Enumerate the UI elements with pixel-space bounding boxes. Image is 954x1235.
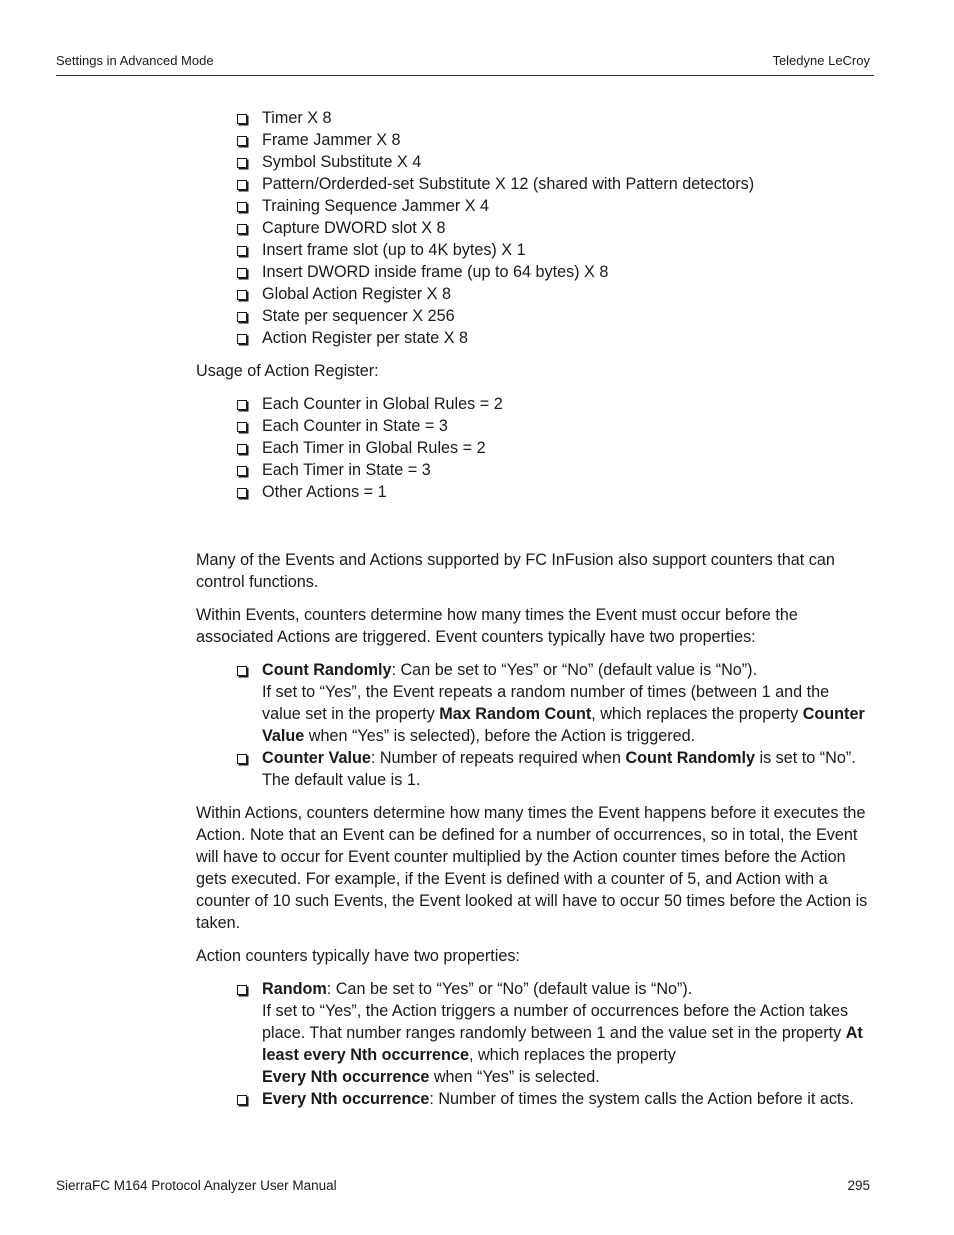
- list-item: Each Counter in State = 3: [262, 415, 872, 437]
- list-item: Other Actions = 1: [262, 481, 872, 503]
- checkbox-bullet-icon: [237, 334, 247, 344]
- checkbox-bullet-icon: [237, 158, 247, 168]
- page-number: 295: [847, 1178, 870, 1193]
- checkbox-bullet-icon: [237, 268, 247, 278]
- event-properties-list: [196, 659, 872, 791]
- list-item: Timer X 8: [262, 107, 872, 129]
- checkbox-bullet-icon: [237, 444, 247, 454]
- list-item: Each Counter in Global Rules = 2: [262, 393, 872, 415]
- checkbox-bullet-icon: [237, 422, 247, 432]
- resource-list: [196, 107, 872, 349]
- checkbox-bullet-icon: [237, 312, 247, 322]
- checkbox-bullet-icon: [237, 136, 247, 146]
- header-company: Teledyne LeCroy: [772, 53, 870, 68]
- action-properties-list: [196, 978, 872, 1110]
- paragraph-intro: Many of the Events and Actions supported by FC InFusion also support counters that can control functions.: [196, 551, 835, 591]
- list-item-counter-value: Counter Value: Number of repeats required when Count Randomly is set to “No”. The default value is 1.: [262, 747, 872, 791]
- list-item: Each Timer in State = 3: [262, 459, 872, 481]
- checkbox-bullet-icon: [237, 180, 247, 190]
- checkbox-bullet-icon: [237, 754, 247, 764]
- checkbox-bullet-icon: [237, 246, 247, 256]
- header-section-title: Settings in Advanced Mode: [56, 53, 214, 68]
- usage-heading: Usage of Action Register:: [196, 362, 379, 380]
- list-item: Capture DWORD slot X 8: [262, 217, 872, 239]
- list-item: Pattern/Orderded-set Substitute X 12 (shared with Pattern detectors): [262, 173, 872, 195]
- checkbox-bullet-icon: [237, 202, 247, 212]
- list-item: Action Register per state X 8: [262, 327, 872, 349]
- list-item: Global Action Register X 8: [262, 283, 872, 305]
- checkbox-bullet-icon: [237, 224, 247, 234]
- checkbox-bullet-icon: [237, 290, 247, 300]
- checkbox-bullet-icon: [237, 488, 247, 498]
- usage-list: [196, 393, 872, 503]
- footer-manual-title: SierraFC M164 Protocol Analyzer User Manual: [56, 1178, 337, 1193]
- checkbox-bullet-icon: [237, 1095, 247, 1105]
- paragraph-actions: Within Actions, counters determine how many times the Event happens before it executes the Action. Note that an Event can be defined for a number of occurrences, so in total, the Event will have to occur for Event counter multiplied by the Action counter times before the Action gets executed. For example, if the Event is defined with a counter of 5, and Action with a counter of 10 such Events, the Event looked at will have to occur 50 times before the Action is taken.: [196, 804, 868, 932]
- list-item-count-randomly: Count Randomly: Can be set to “Yes” or “No” (default value is “No”). If set to “Yes”, the Event repeats a random number of times (between 1 and the value set in the property Max Random Count, which replaces the property Counter Value when “Yes” is selected), before the Action is triggered.: [262, 659, 872, 747]
- list-item: Frame Jammer X 8: [262, 129, 872, 151]
- checkbox-bullet-icon: [237, 466, 247, 476]
- list-item: State per sequencer X 256: [262, 305, 872, 327]
- checkbox-bullet-icon: [237, 985, 247, 995]
- list-item: Symbol Substitute X 4: [262, 151, 872, 173]
- page-content: [196, 107, 872, 1110]
- list-item: Insert frame slot (up to 4K bytes) X 1: [262, 239, 872, 261]
- list-item: Training Sequence Jammer X 4: [262, 195, 872, 217]
- checkbox-bullet-icon: [237, 114, 247, 124]
- list-item-random: Random: Can be set to “Yes” or “No” (default value is “No”). If set to “Yes”, the Action triggers a number of occurrences before the Action takes place. That number ranges randomly between 1 and the value set in the property At least every Nth occurrence, which replaces the property Every Nth occurrence when “Yes” is selected.: [262, 978, 872, 1088]
- page-header: [56, 53, 874, 76]
- checkbox-bullet-icon: [237, 400, 247, 410]
- checkbox-bullet-icon: [237, 666, 247, 676]
- paragraph-action-counters: Action counters typically have two properties:: [196, 947, 520, 965]
- list-item-every-nth: Every Nth occurrence: Number of times the system calls the Action before it acts.: [262, 1088, 872, 1110]
- paragraph-events: Within Events, counters determine how many times the Event must occur before the associated Actions are triggered. Event counters typically have two properties:: [196, 606, 798, 646]
- list-item: Each Timer in Global Rules = 2: [262, 437, 872, 459]
- list-item: Insert DWORD inside frame (up to 64 bytes) X 8: [262, 261, 872, 283]
